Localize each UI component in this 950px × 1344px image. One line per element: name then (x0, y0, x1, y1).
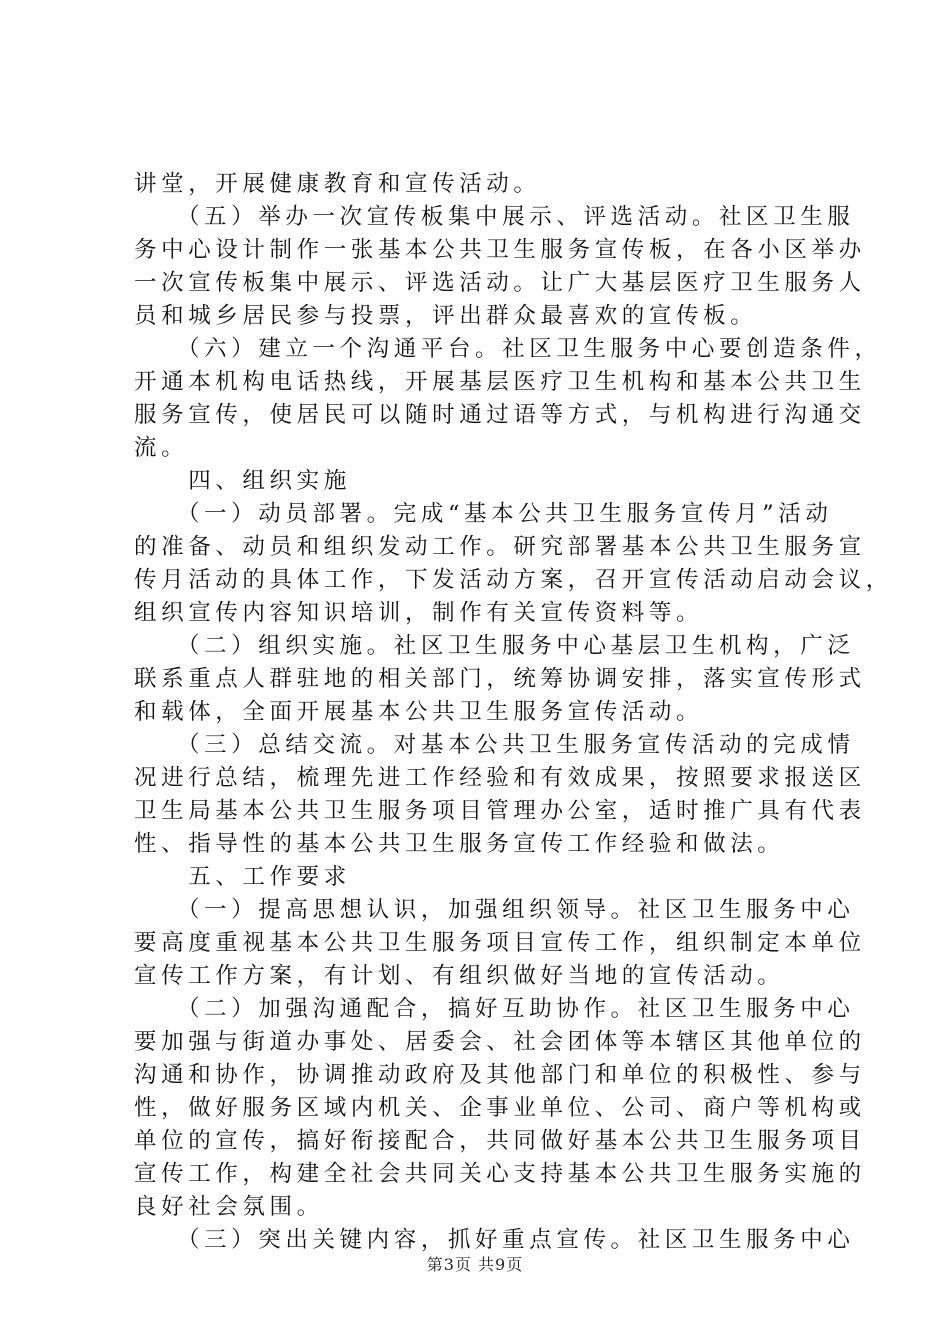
text-line: 一次宣传板集中展示、评选活动。让广大基层医疗卫生服务人 (134, 270, 866, 296)
text-line: 传月活动的具体工作，下发活动方案，召开宣传活动启动会议， (134, 567, 893, 593)
text-line: 宣传工作方案，有计划、有组织做好当地的宣传活动。 (134, 963, 785, 989)
text-line: 和载体，全面开展基本公共卫生服务宣传活动。 (134, 699, 704, 725)
text-line: （二）加强沟通配合，搞好互助协作。社区卫生服务中心 (134, 996, 855, 1022)
text-line: 性，做好服务区域内机关、企事业单位、公司、商户等机构或 (134, 1095, 866, 1121)
document-body (134, 168, 893, 1257)
text-line: 良好社会氛围。 (134, 1194, 324, 1220)
text-line: 五、工作要求 (134, 864, 351, 890)
text-line: 宣传工作，构建全社会共同关心支持基本公共卫生服务实施的 (134, 1161, 866, 1187)
text-line: 沟通和协作，协调推动政府及其他部门和单位的积极性、参与 (134, 1062, 866, 1088)
text-line: 联系重点人群驻地的相关部门，统筹协调安排，落实宣传形式 (134, 666, 866, 692)
text-line: 要加强与街道办事处、居委会、社会团体等本辖区其他单位的 (134, 1029, 866, 1055)
text-line: （三）突出关键内容，抓好重点宣传。社区卫生服务中心 (134, 1227, 855, 1253)
text-line: （一）动员部署。完成“基本公共卫生服务宣传月”活动 (134, 501, 833, 527)
text-line: 员和城乡居民参与投票，评出群众最喜欢的宣传板。 (134, 303, 758, 329)
text-line: 务中心设计制作一张基本公共卫生服务宣传板，在各小区举办 (134, 237, 866, 263)
text-line: （三）总结交流。对基本公共卫生服务宣传活动的完成情 (134, 732, 855, 758)
text-line: 的准备、动员和组织发动工作。研究部署基本公共卫生服务宣 (134, 534, 866, 560)
text-line: 讲堂，开展健康教育和宣传活动。 (134, 171, 541, 197)
text-line: 服务宣传，使居民可以随时通过语等方式，与机构进行沟通交 (134, 402, 866, 428)
text-line: 况进行总结，梳理先进工作经验和有效成果，按照要求报送区 (134, 765, 866, 791)
text-line: 开通本机构电话热线，开展基层医疗卫生机构和基本公共卫生 (134, 369, 866, 395)
text-line: 流。 (134, 435, 189, 461)
text-line: 组织宣传内容知识培训，制作有关宣传资料等。 (134, 600, 704, 626)
text-line: （六）建立一个沟通平台。社区卫生服务中心要创造条件， (134, 336, 882, 362)
text-line: （五）举办一次宣传板集中展示、评选活动。社区卫生服 (134, 204, 855, 230)
text-line: 性、指导性的基本公共卫生服务宣传工作经验和做法。 (134, 831, 785, 857)
text-line: 卫生局基本公共卫生服务项目管理办公室，适时推广具有代表 (134, 798, 866, 824)
text-line: （一）提高思想认识，加强组织领导。社区卫生服务中心 (134, 897, 855, 923)
text-line: 单位的宣传，搞好衔接配合，共同做好基本公共卫生服务项目 (134, 1128, 866, 1154)
page-footer: 第3页 共9页 (426, 1255, 524, 1274)
text-line: （二）组织实施。社区卫生服务中心基层卫生机构，广泛 (134, 633, 855, 659)
text-line: 要高度重视基本公共卫生服务项目宣传工作，组织制定本单位 (134, 930, 866, 956)
text-line: 四、组织实施 (134, 468, 351, 494)
